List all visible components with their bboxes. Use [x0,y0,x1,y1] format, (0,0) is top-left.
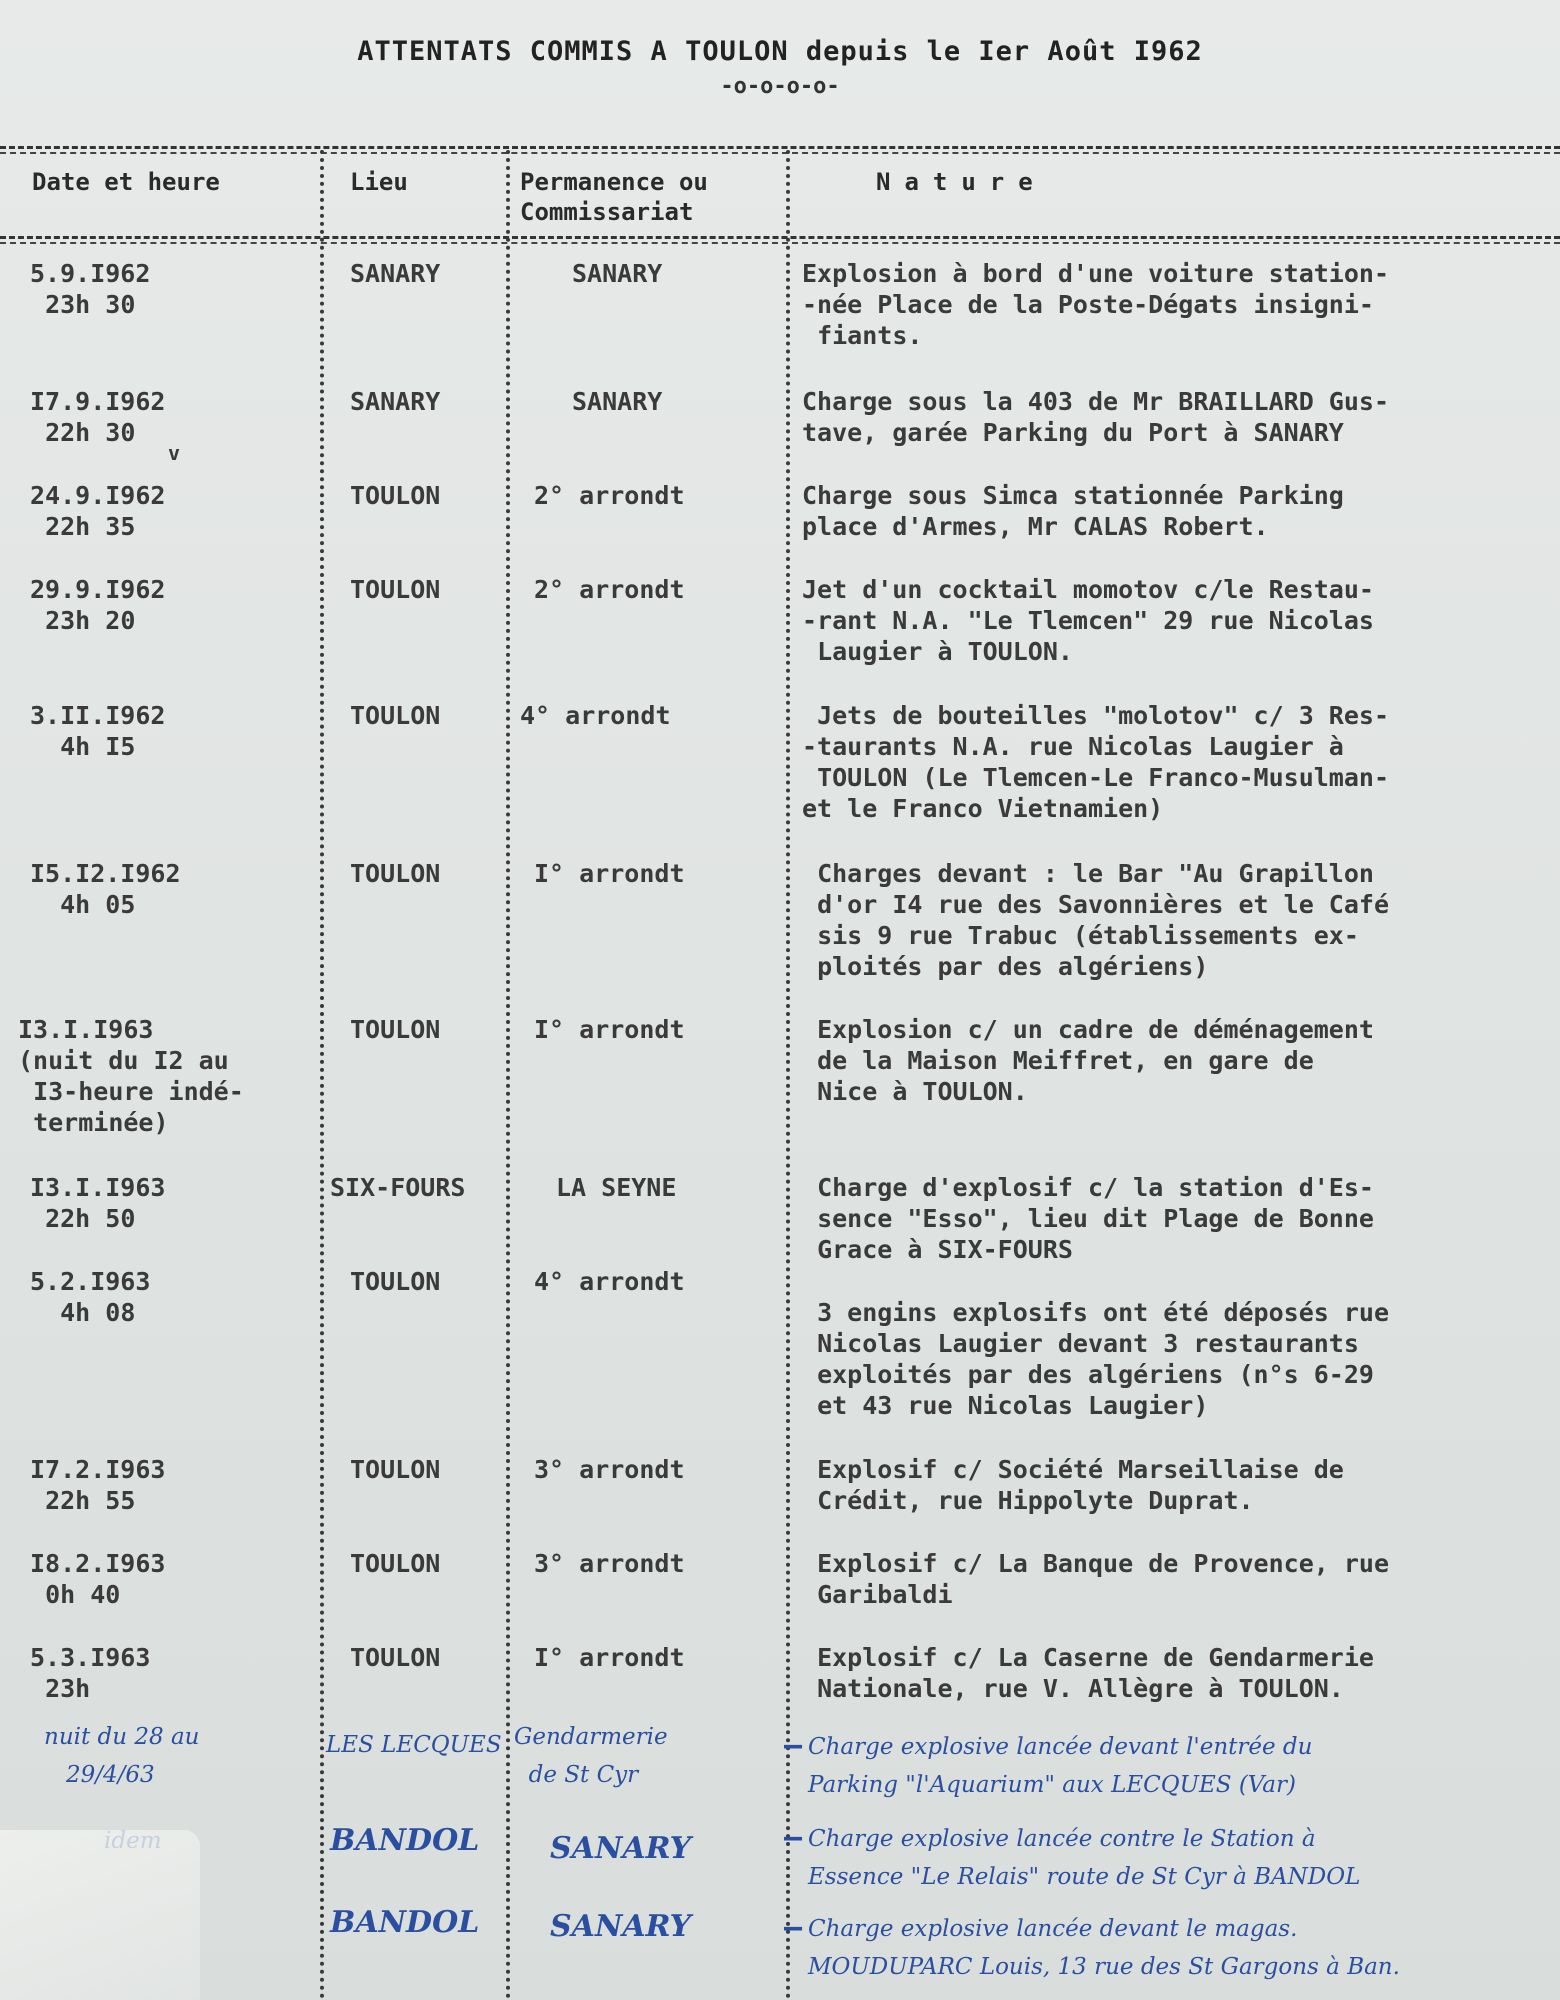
row-6-nature: Charges devant : le Bar "Au Grapillon d'or I4 rue des Savonnières et le Café sis 9 rue Trabuc (établissements ex- ploités par des algériens) [817,859,1390,981]
row-7-lieu: TOULON [350,1015,441,1044]
row-1-date: 5.9.I962 23h 30 [30,259,151,319]
row-8-lieu: SIX-FOURS [330,1173,466,1202]
row-6-date: I5.I2.I962 4h 05 [30,859,181,919]
row-4-date: 29.9.I962 23h 20 [30,575,166,635]
header-date: Date et heure [32,168,220,196]
tape-fold [0,1830,200,2000]
title-ornament: -o-o-o-o- [720,74,840,99]
row-3-nature: Charge sous Simca stationnée Parking place d'Armes, Mr CALAS Robert. [802,481,1344,541]
row-5-date: 3.II.I962 4h I5 [30,701,166,761]
row-5-lieu: TOULON [350,701,441,730]
row-12-lieu: TOULON [350,1643,441,1672]
row-12-nature: Explosif c/ La Caserne de Gendarmerie Nationale, rue V. Allègre à TOULON. [817,1643,1374,1703]
row-7-date: I3.I.I963 (nuit du I2 au I3-heure indé- terminée) [18,1015,244,1137]
hand-row-2-dash: – [784,1820,803,1855]
row-10-lieu: TOULON [350,1455,441,1484]
title-accent: û [1081,36,1100,67]
row-8-nature: Charge d'explosif c/ la station d'Es- sence "Esso", lieu dit Plage de Bonne Grace à SIX-FOURS [817,1173,1374,1264]
top-rule [0,146,1560,154]
margin-check-mark: v [168,441,181,465]
hand-row-1-lieu: LES LECQUES [326,1732,502,1758]
hand-row-1-dash: – [784,1728,803,1763]
row-1-lieu: SANARY [350,259,441,288]
row-7-perm: I° arrondt [534,1015,685,1044]
hand-row-3-nature: Charge explosive lancée devant le magas. MOUDUPARC Louis, 13 rue des St Gargons à Ban. [808,1916,1400,1980]
row-11-perm: 3° arrondt [534,1549,685,1578]
column-divider-1 [320,150,324,2000]
hand-row-3-lieu: BANDOL [330,1905,480,1940]
row-9-perm: 4° arrondt [534,1267,685,1296]
row-2-date: I7.9.I962 22h 30 [30,387,166,447]
hand-row-3-perm: SANARY [550,1909,692,1944]
title-text: ATTENTATS COMMIS A TOULON depuis le Ier Ao [357,36,1082,67]
row-9-nature: 3 engins explosifs ont été déposés rue Nicolas Laugier devant 3 restaurants exploités par des algériens (n°s 6-29 et 43 rue Nicolas Laugier) [817,1298,1390,1420]
row-4-nature: Jet d'un cocktail momotov c/le Restau- -rant N.A. "Le Tlemcen" 29 rue Nicolas Laugier à TOULON. [802,575,1374,666]
row-5-nature: Jets de bouteilles "molotov" c/ 3 Res- -taurants N.A. rue Nicolas Laugier à TOULON (Le Tlemcen-Le Franco-Musulman- et le Franco Vietnamien) [802,701,1390,823]
column-divider-2 [506,150,510,2000]
column-divider-3 [786,150,790,2000]
row-12-perm: I° arrondt [534,1643,685,1672]
row-7-nature: Explosion c/ un cadre de déménagement de la Maison Meiffret, en gare de Nice à TOULON. [817,1015,1374,1106]
hand-row-1-nature: Charge explosive lancée devant l'entrée du Parking "l'Aquarium" aux LECQUES (Var) [808,1734,1313,1798]
row-2-lieu: SANARY [350,387,441,416]
row-4-lieu: TOULON [350,575,441,604]
row-5-perm: 4° arrondt [520,701,671,730]
row-10-nature: Explosif c/ Société Marseillaise de Crédit, rue Hippolyte Duprat. [817,1455,1344,1515]
row-8-date: I3.I.I963 22h 50 [30,1173,166,1233]
header-rule [0,236,1560,244]
row-6-lieu: TOULON [350,859,441,888]
row-9-lieu: TOULON [350,1267,441,1296]
header-permanence-line1: Permanence ou [520,168,708,196]
row-3-perm: 2° arrondt [534,481,685,510]
row-1-perm: SANARY [572,259,663,288]
row-6-perm: I° arrondt [534,859,685,888]
row-10-date: I7.2.I963 22h 55 [30,1455,166,1515]
hand-row-1-date: nuit du 28 au 29/4/63 [44,1724,200,1788]
row-11-nature: Explosif c/ La Banque de Provence, rue Garibaldi [817,1549,1390,1609]
row-2-nature: Charge sous la 403 de Mr BRAILLARD Gus- tave, garée Parking du Port à SANARY [802,387,1389,447]
row-1-nature: Explosion à bord d'une voiture station- -née Place de la Poste-Dégats insigni- fiants. [802,259,1389,350]
hand-row-2-nature: Charge explosive lancée contre le Station à Essence "Le Relais" route de St Cyr à BANDOL [808,1826,1361,1890]
row-10-perm: 3° arrondt [534,1455,685,1484]
row-3-lieu: TOULON [350,481,441,510]
row-12-date: 5.3.I963 23h [30,1643,151,1703]
hand-row-2-perm: SANARY [550,1831,692,1866]
row-11-date: I8.2.I963 0h 40 [30,1549,166,1609]
row-3-date: 24.9.I962 22h 35 [30,481,166,541]
row-11-lieu: TOULON [350,1549,441,1578]
row-2-perm: SANARY [572,387,663,416]
title-end: t I962 [1099,36,1203,67]
header-permanence-line2: Commissariat [520,198,694,226]
page-title [0,36,1560,67]
row-9-date: 5.2.I963 4h 08 [30,1267,151,1327]
hand-row-2-lieu: BANDOL [330,1823,480,1858]
row-4-perm: 2° arrondt [534,575,685,604]
header-nature: Nature [876,168,1047,196]
row-8-perm: LA SEYNE [556,1173,677,1202]
hand-row-3-dash: – [784,1910,803,1945]
hand-row-1-perm: Gendarmerie de St Cyr [514,1724,668,1788]
header-lieu: Lieu [350,168,408,196]
